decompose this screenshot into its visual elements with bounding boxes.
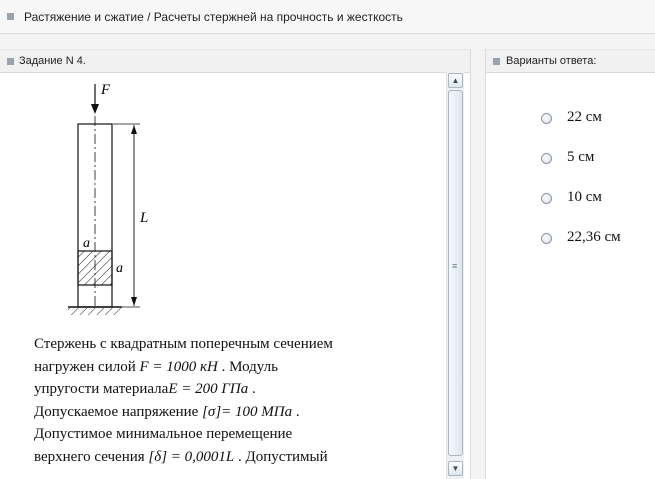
problem-line: Допустимое минимальное перемещение	[34, 426, 293, 442]
problem-line: упругости материалаE = 200 ГПа .	[34, 381, 256, 397]
answer-label[interactable]: 5 см	[567, 149, 595, 165]
task-title: Задание N 4.	[19, 55, 86, 67]
bar-diagram	[0, 72, 446, 322]
problem-line: верхнего сечения [δ] = 0,0001L . Допустимый	[34, 448, 328, 465]
radio-button[interactable]	[541, 193, 552, 204]
problem-text	[34, 333, 444, 468]
radio-button[interactable]	[541, 153, 552, 164]
displacement-value: [δ] = 0,0001L	[148, 448, 235, 465]
task-header	[0, 49, 470, 73]
length-dimension	[113, 124, 140, 307]
breadcrumb: Растяжение и сжатие / Расчеты стержней на прочность и жесткость	[24, 10, 403, 24]
problem-line: Допускаемое напряжение [σ]= 100 МПа .	[34, 403, 300, 420]
task-scrollbar[interactable]	[446, 72, 464, 479]
square-bullet-icon	[493, 58, 500, 65]
radio-button[interactable]	[541, 113, 552, 124]
force-value: F = 1000 кН	[139, 358, 218, 375]
answer-label[interactable]: 22 см	[567, 109, 602, 125]
scroll-up-button[interactable]: ▲	[448, 73, 463, 88]
problem-line: Стержень с квадратным поперечным сечением	[34, 336, 333, 352]
answers-title: Варианты ответа:	[506, 55, 597, 67]
side-label-right: a	[116, 261, 123, 276]
scroll-thumb[interactable]	[448, 90, 463, 456]
breadcrumb-bar	[0, 0, 655, 34]
answers-header	[486, 49, 655, 73]
side-label-top: a	[83, 236, 90, 251]
spacer	[0, 34, 655, 49]
stress-value: [σ]= 100 МПа	[202, 403, 293, 420]
problem-line: нагружен силой F = 1000 кН . Модуль	[34, 358, 278, 375]
grip-icon: ≡	[452, 261, 458, 271]
force-arrow	[91, 84, 99, 114]
square-bullet-icon	[7, 13, 14, 20]
answers-panel	[486, 49, 655, 479]
square-bullet-icon	[7, 58, 14, 65]
cross-section	[78, 251, 112, 285]
modulus-value: E = 200 ГПа	[168, 381, 249, 397]
radio-button[interactable]	[541, 233, 552, 244]
answer-label[interactable]: 10 см	[567, 189, 602, 205]
length-label: L	[140, 210, 149, 226]
panel-divider[interactable]	[470, 49, 486, 479]
fixed-support	[68, 307, 122, 315]
force-label: F	[101, 82, 111, 98]
scroll-down-button[interactable]: ▼	[448, 461, 463, 476]
task-panel	[0, 49, 470, 479]
task-content	[0, 72, 446, 479]
answer-label[interactable]: 22,36 см	[567, 229, 621, 245]
